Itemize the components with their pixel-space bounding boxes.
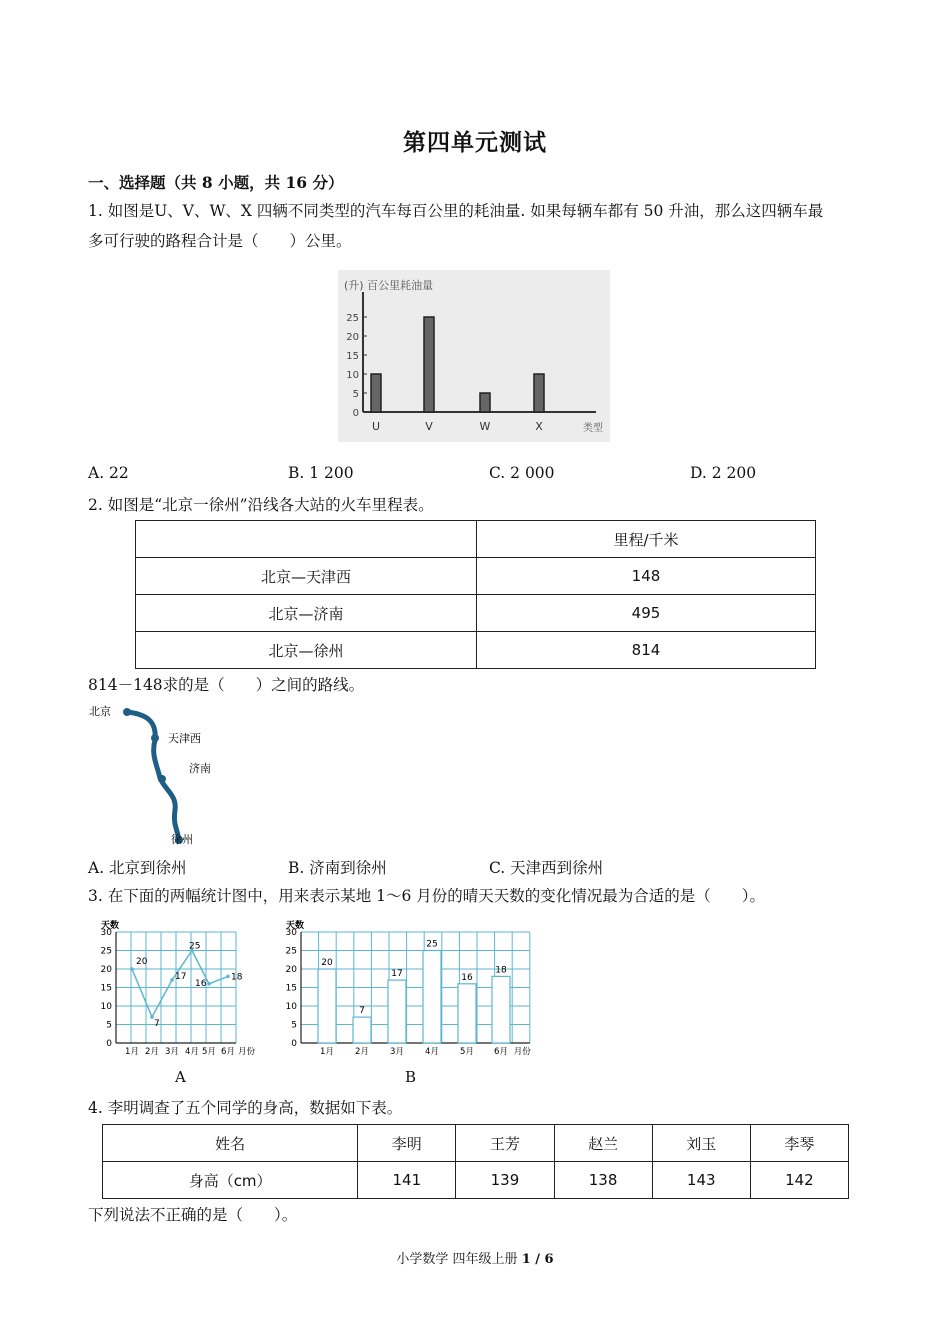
- y-tick-label: 25: [346, 313, 359, 324]
- x-tick-label: 3月: [390, 1047, 404, 1057]
- data-label: 18: [495, 965, 507, 976]
- q1-line2: 多可行驶的路程合计是（ ）公里。: [88, 232, 352, 250]
- y-tick-label: 20: [346, 332, 359, 343]
- table-cell: [136, 521, 477, 558]
- table-row: [136, 521, 816, 558]
- page-title: 第四单元测试: [403, 129, 547, 156]
- x-tick-label: 4月: [425, 1047, 439, 1057]
- section-heading: 一、选择题（共 8 小题，共 16 分）: [88, 173, 344, 192]
- y-tick-label: 5: [352, 389, 359, 400]
- table-cell: 王芳: [456, 1125, 554, 1162]
- data-label: 16: [461, 972, 473, 983]
- table-cell: 141: [358, 1162, 456, 1199]
- q1-line1: 1. 如图是U、V、W、X 四辆不同类型的汽车每百公里的耗油量. 如果每辆车都有 50 升油，那么这四辆车最: [88, 202, 824, 220]
- table-cell: 刘玉: [652, 1125, 750, 1162]
- x-axis-label: 月份: [238, 1047, 256, 1057]
- y-tick-label: 0: [352, 408, 359, 419]
- table-cell: 北京—徐州: [136, 632, 477, 669]
- table-cell: 北京—天津西: [136, 558, 477, 595]
- page-number: 1 / 6: [521, 1252, 554, 1267]
- table-cell: 143: [652, 1162, 750, 1199]
- y-tick-label: 10: [346, 370, 359, 381]
- table-row: [136, 595, 816, 632]
- chart-title: 天数: [101, 921, 120, 931]
- bar: [318, 969, 336, 1043]
- x-tick-label: 1月: [320, 1047, 334, 1057]
- x-tick-label: X: [535, 420, 543, 433]
- y-tick-label: 25: [285, 946, 297, 957]
- bar: [423, 951, 441, 1044]
- y-tick-label: 15: [285, 983, 297, 994]
- y-tick-label: 15: [346, 351, 359, 362]
- data-point: [130, 967, 134, 971]
- table-cell: 142: [750, 1162, 848, 1199]
- table-row: [136, 558, 816, 595]
- station-dot: [123, 708, 131, 716]
- data-label: 25: [189, 941, 201, 952]
- q1-option-b[interactable]: B. 1 200: [288, 464, 354, 482]
- bar: [458, 984, 476, 1043]
- caption-b: B: [405, 1068, 417, 1086]
- x-tick-label: 3月: [165, 1047, 179, 1057]
- table-row: [103, 1162, 849, 1199]
- data-label: 17: [175, 972, 187, 983]
- data-label: 17: [391, 969, 403, 980]
- height-table: [102, 1124, 849, 1199]
- map-label: 天津西: [168, 732, 201, 745]
- data-label: 18: [231, 972, 243, 983]
- y-tick-label: 0: [291, 1039, 297, 1049]
- data-label: 7: [154, 1019, 160, 1030]
- station-dot: [158, 775, 166, 783]
- bar: [424, 317, 434, 412]
- y-tick-label: 10: [100, 1002, 112, 1012]
- caption-a: A: [175, 1068, 186, 1086]
- table-cell: 814: [477, 632, 816, 669]
- x-tick-label: 2月: [355, 1047, 369, 1057]
- y-tick-label: 25: [100, 946, 112, 957]
- x-tick-label: 4月: [185, 1047, 199, 1057]
- q4-after: 下列说法不正确的是（ ）。: [88, 1206, 298, 1224]
- q2-option-a[interactable]: A. 北京到徐州: [88, 859, 187, 877]
- q4-stem: 4. 李明调查了五个同学的身高，数据如下表。: [88, 1099, 403, 1117]
- table-cell: 李琴: [750, 1125, 848, 1162]
- y-tick-label: 30: [100, 928, 112, 938]
- table-cell: 赵兰: [554, 1125, 652, 1162]
- q2-option-c[interactable]: C. 天津西到徐州: [489, 859, 604, 877]
- table-cell: 李明: [358, 1125, 456, 1162]
- y-tick-label: 0: [106, 1039, 112, 1049]
- table-cell: 北京—济南: [136, 595, 477, 632]
- station-dot: [151, 734, 159, 742]
- q1-option-c[interactable]: C. 2 000: [489, 464, 555, 482]
- table-cell: 138: [554, 1162, 652, 1199]
- table-cell: 139: [456, 1162, 554, 1199]
- data-label: 25: [426, 939, 438, 950]
- y-tick-label: 5: [106, 1020, 112, 1031]
- y-tick-label: 30: [285, 928, 297, 938]
- sunny-days-line-chart: [88, 915, 268, 1060]
- data-label: 20: [321, 958, 333, 968]
- x-tick-label: V: [425, 420, 433, 433]
- data-point: [170, 978, 174, 982]
- footer-text: 小学数学 四年级上册: [396, 1252, 522, 1267]
- q3-stem: 3. 在下面的两幅统计图中，用来表示某地 1～6 月份的晴天天数的变化情况最为合适的是（ ）。: [88, 887, 766, 905]
- table-cell: 里程/千米: [477, 521, 816, 558]
- map-label: 徐州: [171, 833, 193, 846]
- data-label: 16: [195, 978, 207, 989]
- x-axis-label: 类型: [583, 423, 603, 434]
- railway-route-map: [85, 700, 235, 850]
- table-cell: 身高（cm）: [103, 1162, 358, 1199]
- data-point: [226, 975, 230, 979]
- table-row: [103, 1125, 849, 1162]
- bar: [492, 976, 510, 1043]
- chart-title: 天数: [286, 921, 305, 931]
- x-tick-label: W: [479, 420, 491, 433]
- q1-option-a[interactable]: A. 22: [88, 464, 129, 482]
- data-label: 7: [359, 1006, 365, 1017]
- bar: [480, 393, 490, 412]
- x-tick-label: 1月: [125, 1047, 139, 1057]
- y-tick-label: 5: [291, 1020, 297, 1031]
- x-tick-label: 6月: [221, 1047, 235, 1057]
- x-tick-label: 5月: [460, 1047, 474, 1057]
- bar: [371, 374, 381, 412]
- fuel-bar-chart: [338, 270, 610, 442]
- y-tick-label: 20: [285, 965, 297, 975]
- q1-option-d[interactable]: D. 2 200: [690, 464, 757, 482]
- x-tick-label: 2月: [145, 1047, 159, 1057]
- chart-bg: [338, 270, 610, 442]
- q2-question: 814－148求的是（ ）之间的路线。: [88, 676, 365, 694]
- x-axis-label: 月份: [513, 1047, 531, 1057]
- table-cell: 姓名: [103, 1125, 358, 1162]
- sunny-days-bar-chart: [283, 915, 543, 1060]
- x-tick-label: 5月: [202, 1047, 216, 1057]
- bar: [388, 980, 406, 1043]
- table-row: [136, 632, 816, 669]
- mileage-table: [135, 520, 816, 669]
- table-cell: 495: [477, 595, 816, 632]
- x-tick-label: 6月: [494, 1047, 508, 1057]
- x-tick-label: U: [371, 420, 381, 433]
- y-tick-label: 20: [100, 965, 112, 975]
- page-footer: [0, 1248, 950, 1267]
- q1-stem: [88, 196, 878, 256]
- data-point: [207, 982, 211, 986]
- map-label: 济南: [189, 762, 211, 775]
- y-tick-label: 15: [100, 983, 112, 994]
- bar: [353, 1017, 371, 1043]
- chart-title: (升) 百公里耗油量: [344, 279, 434, 292]
- y-tick-label: 10: [285, 1002, 297, 1012]
- data-label: 20: [136, 957, 148, 967]
- bar: [534, 374, 544, 412]
- table-cell: 148: [477, 558, 816, 595]
- map-label: 北京: [89, 705, 111, 718]
- q2-option-b[interactable]: B. 济南到徐州: [288, 859, 387, 877]
- q2-stem: 2. 如图是“北京一徐州”沿线各大站的火车里程表。: [88, 496, 434, 514]
